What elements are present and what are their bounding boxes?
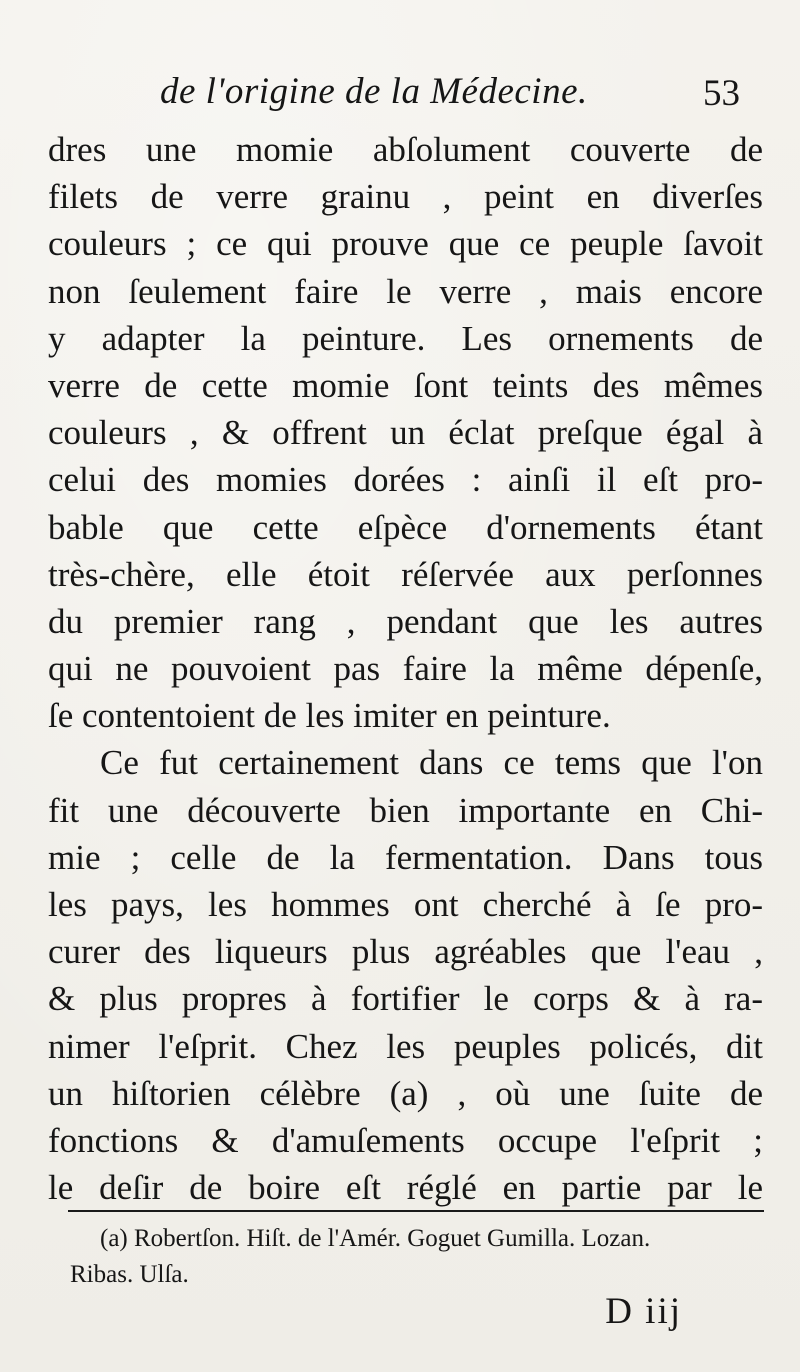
text-line: mie ; celle de la fermentation. Dans tous [48, 837, 763, 877]
text-line: le deſir de boire eſt réglé en partie par le [48, 1168, 763, 1208]
text-line: un hiſtorien célèbre (a) , où une ſuite de [48, 1073, 763, 1113]
text-line: du premier rang , pendant que les autres [48, 601, 763, 641]
running-title: de l'origine de la Médecine. [160, 71, 588, 112]
text-line: dres une momie abſolument couverte de [48, 130, 763, 169]
text-line: nimer l'eſprit. Chez les peuples policés, dit [48, 1026, 763, 1066]
footnote-line: (a) Robertſon. Hiſt. de l'Amér. Goguet Gumilla. Lozan. [100, 1225, 651, 1252]
footnote-divider [68, 1210, 764, 1212]
text-line: y adapter la peinture. Les ornements de [48, 318, 763, 358]
text-line: les pays, les hommes ont cherché à ſe pro- [48, 885, 763, 924]
text-line: couleurs ; ce qui prouve que ce peuple ſavoit [48, 224, 763, 264]
text-line: bable que cette eſpèce d'ornements étant [48, 507, 763, 547]
body-text [48, 126, 763, 1211]
page-number: 53 [703, 73, 740, 114]
running-head [160, 70, 740, 120]
text-line: fit une découverte bien importante en Chi- [48, 790, 763, 830]
text-line: celui des momies dorées : ainſi il eſt pro- [48, 460, 763, 500]
footnote-line: Ribas. Ulſa. [70, 1261, 189, 1288]
text-line: & plus propres à fortifier le corps & à ra- [48, 979, 763, 1019]
paragraph-start-line: Ce fut certainement dans ce tems que l'on [100, 743, 763, 783]
text-line: qui ne pouvoient pas faire la même dépenſe, [48, 649, 763, 689]
footnote [70, 1221, 764, 1293]
text-line: non ſeulement faire le verre , mais encore [48, 271, 763, 311]
text-line: fonctions & d'amuſements occupe l'eſprit ; [48, 1120, 763, 1160]
text-line: couleurs , & offrent un éclat preſque égal à [48, 413, 763, 453]
paragraph-end-line: ſe contentoient de les imiter en peinture. [48, 696, 611, 736]
signature-mark: D iij [605, 1291, 682, 1332]
text-line: verre de cette momie ſont teints des mêmes [48, 365, 763, 405]
text-line: très-chère, elle étoit réſervée aux perſonnes [48, 554, 763, 594]
text-line: curer des liqueurs plus agréables que l'eau , [48, 932, 763, 972]
text-line: filets de verre grainu , peint en diverſes [48, 177, 763, 217]
